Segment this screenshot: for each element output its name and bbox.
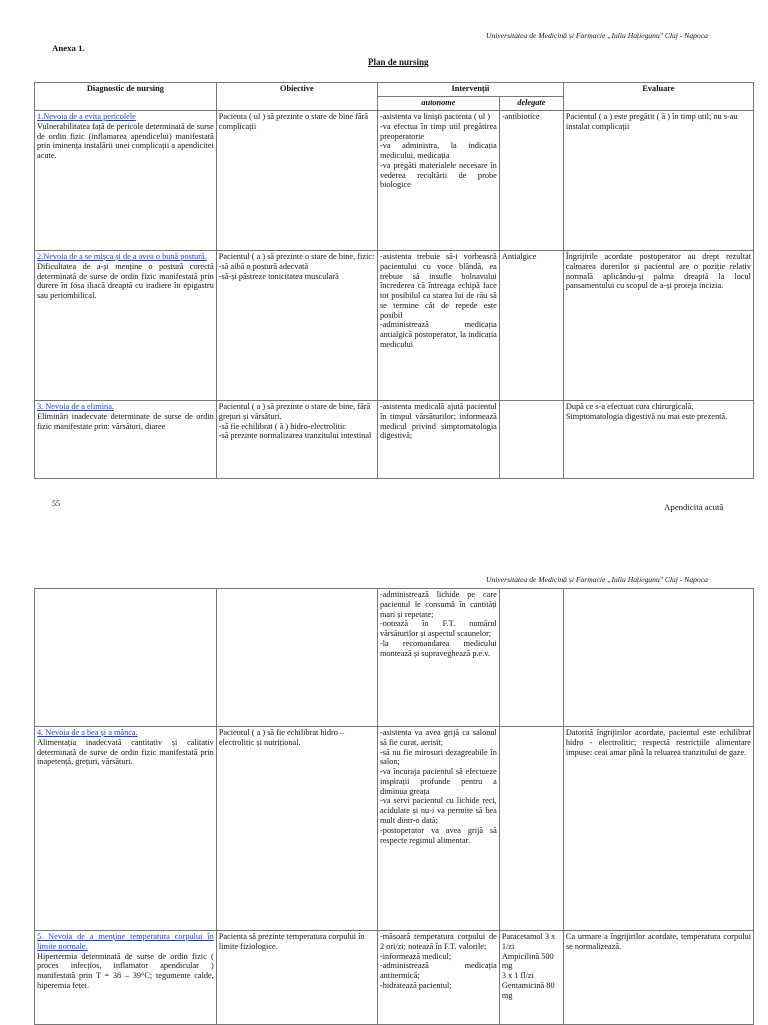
autonomous-interventions: -asistenta trebuie să-i vorbească pacientului cu voce blândă, ea trebuie să insufle bolnavului încrederea că întreaga echipă face tot posibilul ca starea lui de rău să se termine cât de repede este posibil -administrează medicația antialgică postoperator, la indicația medicului	[379, 252, 497, 350]
table-row	[35, 401, 754, 479]
delegated-interventions: Antialgice	[501, 252, 537, 261]
evaluation-text: Pacientul ( a ) este pregătit ( ă ) în timp util; nu s-au instalat complicații	[565, 112, 738, 131]
header-interventions: Intervenții	[377, 83, 563, 97]
diagnostic-text: Eliminări inadecvate determinate de surse de ordin fizic manifestate prin: vărsături, diaree	[37, 411, 214, 431]
table-row	[35, 931, 754, 1025]
nursing-plan-table-p1	[34, 82, 754, 479]
autonomous-interventions: -asistenta va liniști pacienta ( ul ) -va efectua în timp util pregătirea preoperatorie -va administra, la indicația medicului, medicația -va pregăti materialele necesare în vederea recoltării de probe biologice	[379, 112, 497, 190]
nursing-plan-table-p2	[34, 588, 754, 1025]
need-title: 4. Nevoia de a bea și a mânca.	[37, 728, 138, 737]
header-autonomous: autonome	[377, 97, 499, 111]
evaluation-text: Îngrijirile acordate postoperator au drept rezultat calmarea durerilor și pacientul are o poziție relativ normală aplicându-și palma dreaptă la locul pansamentului cu scopul de a-și proteja incizia.	[565, 252, 751, 291]
header-diagnostic: Diagnostic de nursing	[35, 83, 217, 111]
header-evaluation: Evaluare	[563, 83, 753, 111]
table-row	[35, 111, 754, 251]
evaluation-text: Datorită îngrijirilor acordate, pacientul este echilibrat hidro - electrolitic; respectă restricțiile alimentare impuse: ceai amar până la reluarea tranzitului de gaze.	[565, 728, 751, 757]
need-title: 3. Nevoia de a elimina.	[37, 402, 114, 411]
need-title: 2.Nevoia de a se mișca și de a avea o bună postură.	[37, 252, 207, 261]
autonomous-interventions: -asistenta medicală ajută pacientul în timpul vărsăturilor; informează medicul privind simptomatologia digestivă;	[379, 402, 497, 441]
footer-title: Apendicita acută	[664, 502, 724, 512]
annex-label: Anexa 1.	[52, 43, 85, 53]
autonomous-interventions: -asistenta va avea grijă ca salonul să fie curat, aerisit; -să nu fie mirosuri dezagreabile în salon; -va încuraja pacientul să efectueze inspirații profunde pentru a diminua greața -va servi pacientul cu lichide reci, acidulate și nu-i va permite să bea mult dintr-o dată; -postoperator va avea grijă să respecte regimul alimentar.	[379, 728, 497, 845]
delegated-interventions: -antibiotice	[501, 112, 540, 121]
objective-text: Pacientul ( a ) să prezinte o stare de bine, fără grețuri și vărsături. -să fie echilibrat ( ă ) hidro-electrolitic -să prezinte normalizarea tranzitului intestinal	[218, 402, 372, 441]
table-row	[35, 251, 754, 401]
need-title: 1.Nevoia de a evita pericolele	[37, 112, 136, 121]
diagnostic-text: Vulnerabilitatea față de pericole determinată de surse de ordin fizic (inflamarea apendicelui) manifestată prin iminența instalării unei complicații a apendicitei acute.	[37, 121, 214, 161]
delegated-interventions: Paracetamol 3 x 1/zi Ampicilină 500 mg 3 x 1 fl/zi Gentamicină 80 mg	[501, 932, 556, 1000]
diagnostic-text: Alimentația inadecvată cantitativ și calitativ determinată de surse de ordin fizic manifestată prin inapetență, grețuri, vărsături.	[37, 737, 214, 767]
diagnostic-text: Hipertermia determinată de surse de ordin fizic ( proces infecțios, inflamator apendicular ) manifestată prin T = 38 – 39°C; tegumente calde, hiperemia feței.	[37, 951, 214, 990]
objective-text: Pacienta ( ul ) să prezinte o stare de bine fără complicații	[218, 112, 369, 131]
objective-text: Pacienta să prezinte temperatura corpului în limite fiziologice.	[218, 932, 365, 951]
diagnostic-text: Dificultatea de a-și menține o postură corectă determinată de surse de ordin fizic manifestată prin durere în fosa iliacă dreaptă cu iradiere în epigastru sau periombilical.	[37, 261, 214, 301]
table-row	[35, 727, 754, 931]
header-delegated: delegate	[499, 97, 563, 111]
header-objective: Obiective	[216, 83, 377, 111]
objective-text: Pacientul ( a ) să fie echilibrat hidro – electrolitic și nutrițional.	[218, 728, 345, 747]
page-title: Plan de nursing	[368, 57, 429, 67]
evaluation-text: Ca urmare a îngrijirilor acordate, temperatura corpului se normalizează.	[565, 932, 751, 951]
objective-text: Pacientul ( a ) să prezinte o stare de bine, fizic: -să aibă o postură adecvată -să-și păstreze tonicitatea musculară	[218, 252, 375, 281]
continued-interventions: -administrează lichide pe care pacientul le consumă în cantități mari și repetate; -notează în F.T. numărul vărsăturilor și aspectul scaunelor; -la recomandarea medicului montează și supraveghează p.e.v.	[379, 590, 497, 658]
need-title: 5. Nevoia de a menține temperatura corpului în limite normale.	[37, 932, 214, 951]
table-row	[35, 589, 754, 727]
university-header-p1: Universitatea de Medicină și Farmacie „Iuliu Hațieganu" Cluj - Napoca	[486, 31, 708, 40]
university-header-p2: Universitatea de Medicină și Farmacie „Iuliu Hațieganu" Cluj - Napoca	[486, 575, 708, 584]
page-number: 55	[52, 499, 60, 508]
autonomous-interventions: -măsoară temperatura corpului de 2 ori/zi; notează în F.T. valorile; -informează medicul; -administrează medicația antitermică; -hidratează pacientul;	[379, 932, 497, 990]
evaluation-text: După ce s-a efectuat cura chirurgicală, Simptomatologia digestivă nu mai este prezentă.	[565, 402, 728, 421]
